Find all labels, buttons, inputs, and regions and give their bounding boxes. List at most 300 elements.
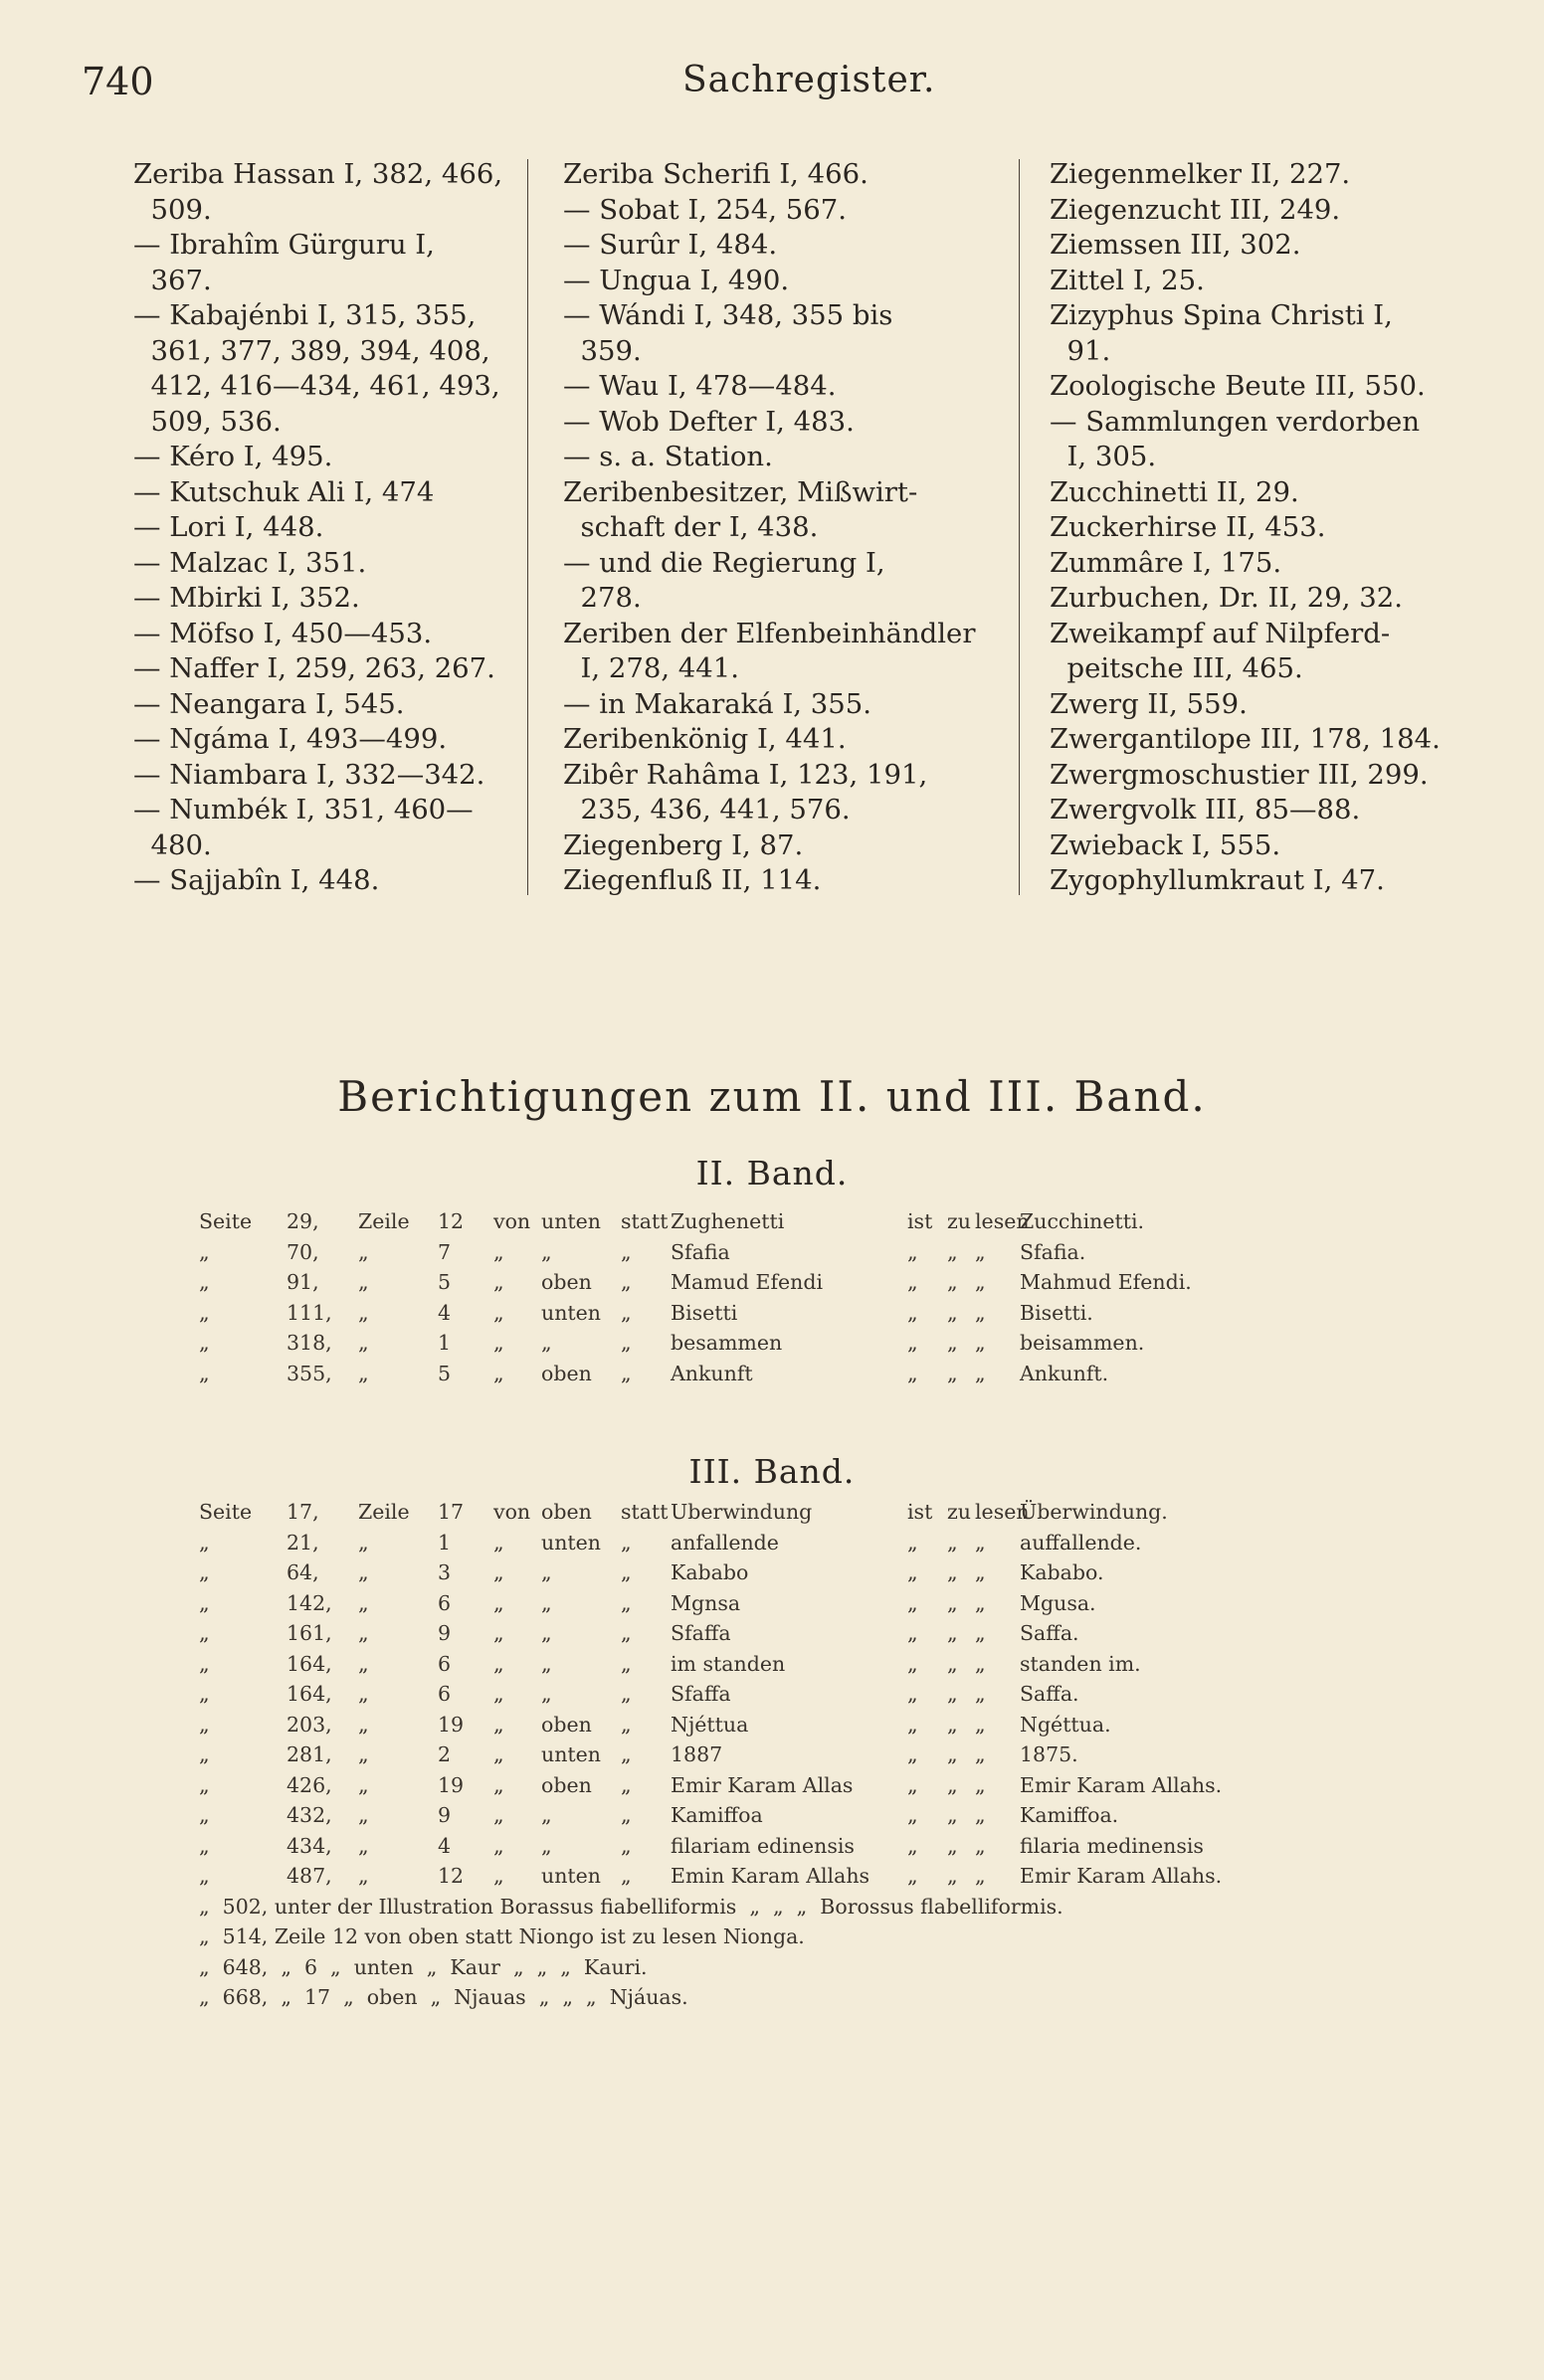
correction-cell: 426, (287, 1772, 332, 1797)
correction-cell: Sfafia (671, 1239, 730, 1264)
correction-cell: „ (199, 1300, 210, 1325)
correction-cell: Zughenetti (671, 1209, 785, 1233)
correction-cell: „ (907, 1864, 918, 1888)
correction-cell: „ (975, 1530, 986, 1555)
correction-cell: 161, (287, 1621, 332, 1645)
correction-cell: „ (907, 1803, 918, 1827)
correction-cell: 6 (438, 1651, 452, 1676)
correction-cell: Mgnsa (671, 1590, 741, 1615)
correction-cell: „ (199, 1772, 210, 1797)
correction-cell: „ (907, 1742, 918, 1766)
correction-cell: „ (975, 1803, 986, 1827)
index-entry-line: Zeriba Scherifi I, 466. (563, 158, 868, 190)
index-column-2 (563, 157, 1016, 899)
correction-cell: „ (907, 1300, 918, 1325)
correction-cell: „ (621, 1864, 632, 1888)
index-entry-line: — Kéro I, 495. (133, 441, 333, 472)
correction-cell: Ankunft (671, 1361, 753, 1385)
index-entry-line: 235, 436, 441, 576. (563, 794, 851, 825)
correction-cell: „ (199, 1270, 210, 1294)
correction-cell: „ (541, 1560, 552, 1584)
index-entry-line: I, 278, 441. (563, 652, 740, 684)
correction-cell: anfallende (671, 1530, 779, 1555)
correction-cell: „ (947, 1300, 958, 1325)
correction-cell: 1 (438, 1530, 452, 1555)
correction-cell: zu (947, 1500, 972, 1524)
correction-cell: oben (541, 1500, 592, 1524)
correction-cell: Kamiffoa. (1020, 1803, 1119, 1827)
correction-cell: „ (947, 1530, 958, 1555)
correction-cell: „ (907, 1590, 918, 1615)
correction-cell: Emir Karam Allahs. (1020, 1864, 1223, 1888)
correction-cell: „ (541, 1331, 552, 1355)
index-entry-line: — Kabajénbi I, 315, 355, (133, 299, 477, 331)
correction-cell: „ (199, 1560, 210, 1584)
correction-cell: „ (541, 1833, 552, 1858)
index-entry-line: — Sajjabîn I, 448. (133, 864, 380, 896)
correction-cell: von (493, 1500, 531, 1524)
correction-cell: „ (358, 1803, 369, 1827)
index-entry-line: Zwieback I, 555. (1050, 828, 1281, 861)
correction-cell: „ (358, 1590, 369, 1615)
correction-cell: „ (199, 1712, 210, 1737)
index-entry-line: Zurbuchen, Dr. II, 29, 32. (1050, 582, 1403, 614)
correction-cell: besammen (671, 1331, 783, 1355)
index-entry-line: 278. (563, 582, 642, 614)
correction-cell: 487, (287, 1864, 332, 1888)
correction-cell: „ (947, 1361, 958, 1385)
correction-cell: 4 (438, 1833, 452, 1858)
index-entry-line: — Wau I, 478—484. (563, 370, 837, 402)
correction-cell: „ (493, 1833, 504, 1858)
correction-cell: „ (947, 1590, 958, 1615)
correction-cell: „ (621, 1300, 632, 1325)
correction-cell: „ (975, 1590, 986, 1615)
correction-cell: Zeile (358, 1209, 410, 1233)
correction-cell: „ (947, 1803, 958, 1827)
correction-cell: „ (907, 1833, 918, 1858)
correction-cell: „ (621, 1682, 632, 1706)
correction-cell: unten (541, 1864, 601, 1888)
index-entry-line: — Sammlungen verdorben (1050, 405, 1421, 438)
correction-cell: „ (358, 1270, 369, 1294)
correction-cell: „ (907, 1239, 918, 1264)
correction-cell: „ (493, 1803, 504, 1827)
correction-cell: 142, (287, 1590, 332, 1615)
correction-cell: 64, (287, 1560, 319, 1584)
index-entry-line: Ziegenzucht III, 249. (1050, 193, 1341, 226)
correction-cell: „ (541, 1239, 552, 1264)
correction-cell: filaria medinensis (1020, 1833, 1204, 1858)
correction-cell: Mamud Efendi (671, 1270, 824, 1294)
index-entry-line: Zeriben der Elfenbeinhändler (563, 617, 976, 649)
correction-cell: „ (199, 1833, 210, 1858)
correction-cell: „ (907, 1712, 918, 1737)
correction-cell: ist (907, 1209, 933, 1233)
correction-cell: „ (493, 1300, 504, 1325)
correction-row: „ 502, unter der Illustration Borassus fiabelliformis „ „ „ Borossus flabelliformis. (199, 1894, 1063, 1919)
correction-cell: „ (199, 1864, 210, 1888)
index-entry-line: Zeribenbesitzer, Mißwirt- (563, 475, 918, 508)
correction-row: „ 648, „ 6 „ unten „ Kaur „ „ „ Kauri. (199, 1954, 648, 1979)
index-entry-line: peitsche III, 465. (1050, 652, 1303, 684)
correction-cell: oben (541, 1712, 592, 1737)
correction-cell: „ (541, 1682, 552, 1706)
correction-cell: „ (199, 1651, 210, 1676)
index-entry-line: Zeriba Hassan I, 382, 466, (133, 158, 503, 190)
correction-cell: Kababo. (1020, 1560, 1104, 1584)
correction-cell: auffallende. (1020, 1530, 1142, 1555)
correction-cell: 21, (287, 1530, 319, 1555)
index-entry-line: Zygophyllumkraut I, 47. (1050, 864, 1385, 896)
correction-cell: „ (358, 1560, 369, 1584)
correction-cell: 9 (438, 1803, 452, 1827)
correction-cell: statt (621, 1209, 669, 1233)
correction-cell: 111, (287, 1300, 332, 1325)
correction-cell: „ (358, 1300, 369, 1325)
index-entry-line: — Malzac I, 351. (133, 546, 367, 579)
correction-cell: „ (621, 1361, 632, 1385)
correction-cell: „ (907, 1682, 918, 1706)
correction-cell: 29, (287, 1209, 319, 1233)
index-entry-line: schaft der I, 438. (563, 511, 819, 543)
correction-cell: „ (975, 1712, 986, 1737)
index-entry-line: — Neangara I, 545. (133, 687, 405, 720)
index-entry-line: Zuckerhirse II, 453. (1050, 511, 1326, 543)
correction-cell: Zeile (358, 1500, 410, 1524)
correction-cell: „ (199, 1331, 210, 1355)
index-entry-line: Ziegenfluß II, 114. (563, 864, 822, 896)
index-entry-line: Zoologische Beute III, 550. (1050, 370, 1426, 402)
correction-cell: „ (975, 1864, 986, 1888)
correction-cell: 164, (287, 1682, 332, 1706)
correction-cell: „ (947, 1682, 958, 1706)
correction-cell: „ (947, 1864, 958, 1888)
correction-cell: 2 (438, 1742, 452, 1766)
correction-cell: 318, (287, 1331, 332, 1355)
correction-cell: „ (493, 1270, 504, 1294)
correction-cell: „ (947, 1560, 958, 1584)
correction-cell: Sfaffa (671, 1621, 731, 1645)
correction-cell: „ (907, 1530, 918, 1555)
correction-cell: 70, (287, 1239, 319, 1264)
correction-cell: 3 (438, 1560, 452, 1584)
index-entry-line: Zummâre I, 175. (1050, 546, 1282, 579)
correction-cell: „ (621, 1621, 632, 1645)
running-head: Sachregister. (682, 60, 936, 100)
correction-cell: „ (947, 1712, 958, 1737)
correction-cell: „ (493, 1772, 504, 1797)
index-entry-line: 480. (133, 828, 212, 861)
correction-cell: „ (199, 1621, 210, 1645)
correction-cell: Sfaffa (671, 1682, 731, 1706)
correction-cell: „ (493, 1530, 504, 1555)
correction-cell: Bisetti (671, 1300, 738, 1325)
correction-cell: zu (947, 1209, 972, 1233)
correction-cell: „ (907, 1270, 918, 1294)
correction-cell: 19 (438, 1712, 465, 1737)
correction-cell: „ (199, 1742, 210, 1766)
index-entry-line: Zeribenkönig I, 441. (563, 723, 847, 755)
index-entry-line: 367. (133, 264, 212, 296)
index-entry-line: — und die Regierung I, (563, 546, 885, 579)
correction-cell: „ (199, 1239, 210, 1264)
correction-cell: „ (907, 1560, 918, 1584)
correction-cell: „ (358, 1331, 369, 1355)
correction-cell: „ (358, 1712, 369, 1737)
correction-cell: „ (493, 1331, 504, 1355)
index-entry-line: Zibêr Rahâma I, 123, 191, (563, 758, 928, 791)
index-entry-line: — Ngáma I, 493—499. (133, 723, 448, 755)
correction-cell: „ (947, 1742, 958, 1766)
correction-cell: lesen (975, 1209, 1030, 1233)
correction-cell: lesen (975, 1500, 1030, 1524)
index-entry-line: — Naffer I, 259, 263, 267. (133, 652, 495, 684)
correction-cell: im standen (671, 1651, 786, 1676)
correction-cell: „ (621, 1651, 632, 1676)
correction-cell: oben (541, 1772, 592, 1797)
correction-cell: standen im. (1020, 1651, 1141, 1676)
correction-cell: 1 (438, 1331, 452, 1355)
correction-cell: unten (541, 1300, 601, 1325)
correction-cell: „ (493, 1621, 504, 1645)
index-entry-line: I, 305. (1050, 441, 1157, 472)
correction-cell: „ (541, 1803, 552, 1827)
correction-cell: „ (541, 1590, 552, 1615)
index-entry-line: Zittel I, 25. (1050, 264, 1205, 296)
correction-cell: „ (947, 1239, 958, 1264)
index-column-1 (133, 157, 536, 899)
correction-cell: „ (358, 1772, 369, 1797)
correction-cell: „ (621, 1530, 632, 1555)
correction-cell: „ (907, 1621, 918, 1645)
correction-cell: 7 (438, 1239, 452, 1264)
index-entry-line: — Numbék I, 351, 460— (133, 794, 474, 825)
correction-cell: „ (975, 1833, 986, 1858)
index-entry-line: Zwergantilope III, 178, 184. (1050, 723, 1441, 755)
correction-cell: Uberwindung (671, 1500, 813, 1524)
correction-cell: Kamiffoa (671, 1803, 763, 1827)
correction-cell: 6 (438, 1682, 452, 1706)
correction-cell: „ (907, 1772, 918, 1797)
correction-row: „ 514, Zeile 12 von oben statt Niongo ist zu lesen Nionga. (199, 1924, 805, 1948)
correction-cell: Bisetti. (1020, 1300, 1093, 1325)
correction-cell: Ankunft. (1020, 1361, 1109, 1385)
index-entry-line: 509. (133, 193, 212, 226)
correction-cell: „ (975, 1331, 986, 1355)
correction-cell: 9 (438, 1621, 452, 1645)
correction-cell: Überwindung. (1020, 1500, 1168, 1524)
correction-cell: unten (541, 1209, 601, 1233)
correction-cell: Seite (199, 1500, 253, 1524)
correction-cell: „ (947, 1772, 958, 1797)
correction-cell: Njéttua (671, 1712, 749, 1737)
correction-cell: „ (621, 1803, 632, 1827)
index-entry-line: — Niambara I, 332—342. (133, 758, 485, 791)
correction-cell: 12 (438, 1864, 465, 1888)
correction-cell: Zucchinetti. (1020, 1209, 1145, 1233)
index-entry-line: — Ibrahîm Gürguru I, (133, 229, 435, 261)
correction-cell: „ (199, 1682, 210, 1706)
correction-cell: Sfafia. (1020, 1239, 1086, 1264)
correction-cell: „ (621, 1772, 632, 1797)
index-entry-line: — Mbirki I, 352. (133, 582, 360, 614)
correction-cell: 1875. (1020, 1742, 1078, 1766)
index-entry-line: — Wándi I, 348, 355 bis (563, 299, 893, 331)
correction-cell: 281, (287, 1742, 332, 1766)
correction-cell: „ (907, 1651, 918, 1676)
correction-cell: „ (621, 1712, 632, 1737)
correction-cell: filariam edinensis (671, 1833, 855, 1858)
correction-cell: „ (975, 1239, 986, 1264)
correction-cell: „ (541, 1621, 552, 1645)
correction-cell: „ (975, 1621, 986, 1645)
correction-cell: „ (358, 1530, 369, 1555)
correction-cell: unten (541, 1742, 601, 1766)
index-entry-line: — Surûr I, 484. (563, 229, 778, 261)
correction-cell: „ (358, 1621, 369, 1645)
index-entry-line: 509, 536. (133, 405, 282, 438)
index-column-3 (1050, 157, 1487, 899)
correction-cell: „ (358, 1361, 369, 1385)
correction-cell: Emir Karam Allahs. (1020, 1772, 1223, 1797)
correction-cell: beisammen. (1020, 1331, 1145, 1355)
correction-cell: „ (947, 1833, 958, 1858)
correction-cell: „ (907, 1361, 918, 1385)
index-entry-line: — Wob Defter I, 483. (563, 405, 855, 438)
correction-cell: oben (541, 1270, 592, 1294)
correction-cell: „ (907, 1331, 918, 1355)
index-entry-line: Zweikampf auf Nilpferd- (1050, 617, 1391, 649)
correction-cell: „ (975, 1270, 986, 1294)
correction-cell: „ (541, 1651, 552, 1676)
index-entry-line: — Ungua I, 490. (563, 264, 790, 296)
index-entry-line: Zizyphus Spina Christi I, (1050, 299, 1393, 331)
correction-cell: „ (975, 1772, 986, 1797)
index-entry-line: Zwerg II, 559. (1050, 687, 1248, 720)
index-entry-line: — Lori I, 448. (133, 511, 324, 543)
correction-cell: Mahmud Efendi. (1020, 1270, 1192, 1294)
correction-cell: „ (975, 1361, 986, 1385)
index-entry-line: 359. (563, 334, 642, 367)
correction-cell: 12 (438, 1209, 465, 1233)
column-divider (1019, 159, 1020, 895)
index-entry-line: — s. a. Station. (563, 441, 773, 472)
index-entry-line: 91. (1050, 334, 1111, 367)
correction-cell: „ (621, 1590, 632, 1615)
correction-cell: Emin Karam Allahs (671, 1864, 870, 1888)
correction-cell: 6 (438, 1590, 452, 1615)
correction-cell: Ngéttua. (1020, 1712, 1111, 1737)
correction-cell: Seite (199, 1209, 253, 1233)
correction-cell: „ (621, 1833, 632, 1858)
correction-cell: „ (493, 1651, 504, 1676)
correction-cell: Emir Karam Allas (671, 1772, 854, 1797)
correction-cell: ist (907, 1500, 933, 1524)
correction-cell: „ (947, 1621, 958, 1645)
index-entry-line: — in Makaraká I, 355. (563, 687, 872, 720)
correction-cell: „ (493, 1742, 504, 1766)
correction-cell: 4 (438, 1300, 452, 1325)
correction-cell: 17, (287, 1500, 319, 1524)
correction-cell: Mgusa. (1020, 1590, 1096, 1615)
correction-cell: 355, (287, 1361, 332, 1385)
correction-cell: „ (358, 1742, 369, 1766)
correction-cell: „ (975, 1560, 986, 1584)
correction-cell: „ (493, 1712, 504, 1737)
index-entry-line: Ziegenmelker II, 227. (1050, 158, 1351, 190)
index-entry-line: — Sobat I, 254, 567. (563, 193, 847, 226)
correction-cell: „ (975, 1682, 986, 1706)
index-entry-line: Zwergmoschustier III, 299. (1050, 758, 1429, 791)
correction-cell: „ (199, 1803, 210, 1827)
correction-cell: unten (541, 1530, 601, 1555)
correction-cell: 1887 (671, 1742, 723, 1766)
correction-cell: 203, (287, 1712, 332, 1737)
column-divider (527, 159, 528, 895)
correction-cell: „ (358, 1864, 369, 1888)
correction-cell: 91, (287, 1270, 319, 1294)
correction-cell: „ (947, 1331, 958, 1355)
volume-3-heading: III. Band. (688, 1452, 856, 1491)
correction-cell: 17 (438, 1500, 465, 1524)
index-entry-line: Zwergvolk III, 85—88. (1050, 794, 1361, 825)
correction-cell: „ (621, 1331, 632, 1355)
index-entry-line: — Kutschuk Ali I, 474 (133, 475, 435, 508)
correction-cell: oben (541, 1361, 592, 1385)
correction-cell: „ (358, 1651, 369, 1676)
correction-cell: „ (493, 1361, 504, 1385)
correction-cell: „ (621, 1239, 632, 1264)
index-entry-line: Ziemssen III, 302. (1050, 229, 1301, 261)
correction-cell: „ (621, 1270, 632, 1294)
correction-cell: „ (947, 1651, 958, 1676)
correction-cell: „ (358, 1682, 369, 1706)
page-number: 740 (82, 60, 154, 103)
correction-cell: Saffa. (1020, 1682, 1079, 1706)
correction-cell: 434, (287, 1833, 332, 1858)
correction-cell: „ (358, 1239, 369, 1264)
index-entry-line: Zucchinetti II, 29. (1050, 475, 1299, 508)
correction-cell: „ (493, 1590, 504, 1615)
correction-cell: „ (947, 1270, 958, 1294)
correction-cell: 164, (287, 1651, 332, 1676)
correction-cell: „ (493, 1864, 504, 1888)
correction-row: „ 668, „ 17 „ oben „ Njauas „ „ „ Njáuas. (199, 1985, 688, 2009)
correction-cell: „ (199, 1590, 210, 1615)
index-entry-line: 361, 377, 389, 394, 408, (133, 334, 490, 367)
corrections-title: Berichtigungen zum II. und III. Band. (337, 1072, 1207, 1121)
correction-cell: „ (975, 1300, 986, 1325)
correction-cell: „ (493, 1682, 504, 1706)
correction-cell: „ (975, 1651, 986, 1676)
correction-cell: 5 (438, 1361, 452, 1385)
index-entry-line: 412, 416—434, 461, 493, (133, 370, 500, 402)
correction-cell: „ (493, 1239, 504, 1264)
correction-cell: statt (621, 1500, 669, 1524)
correction-cell: 19 (438, 1772, 465, 1797)
correction-cell: „ (493, 1560, 504, 1584)
volume-2-heading: II. Band. (695, 1154, 849, 1192)
correction-cell: „ (358, 1833, 369, 1858)
correction-cell: „ (975, 1742, 986, 1766)
correction-cell: von (493, 1209, 531, 1233)
correction-cell: „ (621, 1560, 632, 1584)
correction-cell: 5 (438, 1270, 452, 1294)
correction-cell: „ (199, 1530, 210, 1555)
correction-cell: Kababo (671, 1560, 749, 1584)
index-entry-line: — Möfso I, 450—453. (133, 617, 433, 649)
